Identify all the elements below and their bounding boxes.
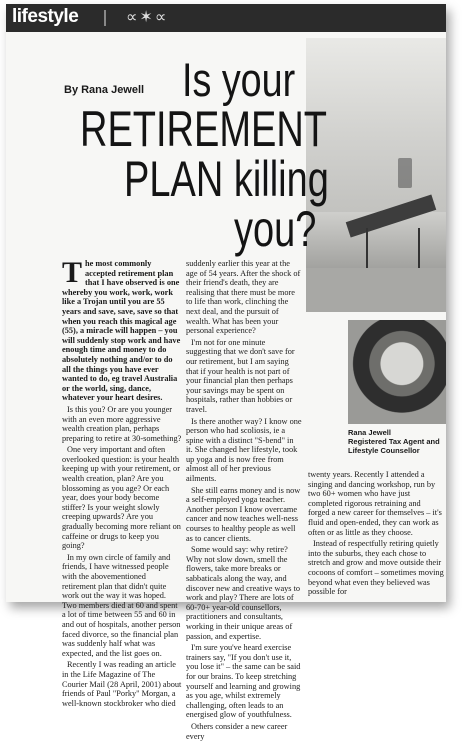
paragraph: One very important and often overlooked question: is your health keeping up with your retirement, or wealth creation, plan? Are you blossoming as you age? Or each year, does your body become stiffer? Is your weight slowly creeping upwards? Are you gradually becoming more reliant on caffeine or drugs to keep you going?: [62, 445, 181, 551]
paragraph: Is this you? Or are you younger with an even more aggressive wealth creation plan, perhaps preparing to retire at 30-something?: [62, 404, 182, 443]
headline-line-2: RETIREMENT: [80, 101, 327, 157]
paragraph: Some would say: why retire? Why not slow down, smell the flowers, take more breaks or sabbaticals along the way, and discover new and creative ways to work and play? There are lots of 60-70+ year-old counsellors, practitioners and consultants, working in their unique areas of passion, and expertise.: [186, 545, 301, 641]
photo-glass: [398, 158, 412, 188]
drop-cap: T: [62, 256, 83, 289]
headline-line-3: PLAN killing: [124, 151, 329, 207]
section-label: lifestyle: [12, 6, 79, 27]
headline-line-1: Is your: [182, 52, 296, 106]
article-column-2: [186, 259, 302, 741]
article-column-1: [62, 256, 182, 708]
paragraph: Recently I was reading an article in the Life Magazine of The Courier Mail (28 April, 2001) about friends of Paul "Porky" Morgan, a well-known stockbroker who died: [62, 660, 182, 708]
paragraph: She still earns money and is now a self-employed yoga teacher. Another person I know overcame cancer and now teaches well-ness courses to healthy people as well as to cancer clients.: [186, 485, 301, 543]
caption-name: Rana Jewell: [348, 428, 391, 437]
paragraph: In my own circle of family and friends, I have witnessed people with the abovementioned retirement plan that didn't quite work out the way it was hoped. Two members died at 60 and spent a lot of time between 55 and 60 in and out of hospitals, another person faced divorce, so the financial plan was suddenly half what was expected, and the list goes on.: [62, 552, 181, 658]
headline-line-4: you?: [234, 201, 317, 257]
caption-title: Registered Tax Agent and Lifestyle Counsellor: [348, 437, 440, 455]
section-header: [6, 4, 446, 32]
paragraph: I'm sure you've heard exercise trainers say, "If you don't use it, you lose it" – the same can be said for our brains. To keep stretching yourself and learning and growing as you age, whilst extremely challenging, often leads to an energised glow of youthfulness.: [186, 643, 301, 720]
article-column-3: [308, 470, 444, 600]
paragraph: suddenly earlier this year at the age of 54 years. After the shock of their friend's death, they are realising that there must be more to life than work, clinching the next deal, and the pursuit of wealth. What has been your personal experience?: [186, 259, 301, 336]
header-ornament-icon: ∝✶∝: [126, 9, 169, 26]
paragraph: twenty years. Recently I attended a singing and dancing workshop, run by two 60+ women who have just completed rigorous retraining and forged a new career for themselves – it's fluid and open-ended, they can work as often or as little as they choose.: [308, 470, 442, 537]
newspaper-page: [6, 4, 446, 741]
paragraph: Is there another way? I know one person who had scoliosis, ie a spine with a distinct "S-bend" in it. She changed her lifestyle, took up yoga and is now free from almost all of her previous ailments.: [186, 416, 302, 484]
photo-lounger-legs: [366, 228, 420, 268]
header-divider: [104, 10, 106, 26]
paragraph: I'm not for one minute suggesting that we don't save for our retirement, but I am saying that if your health is not part of your financial plan then perhaps your savings may be spent on hospitals, rather than hobbies or travel.: [186, 337, 295, 414]
paragraph: Instead of respectfully retiring quietly into the suburbs, they each chose to stretch and grow and move outside their cocoons of comfort – sometimes moving beyond what even they believed was possible for: [308, 539, 444, 597]
lead-paragraph: [62, 256, 182, 403]
paragraph: Others consider a new career every: [186, 721, 288, 741]
lead-text: he most commonly accepted retirement plan that I have observed is one whereby you work, work, work like a Trojan until you are 55 years and save, save, save so that when you reach this magical age (55), a miracle will happen – you will suddenly stop work and have enough time and money to do absolutely nothing and/or to do all the things you have ever wanted to do, eg travel Australia or the world, sing, dance, whatever your heart desires.: [62, 259, 181, 403]
byline: By Rana Jewell: [64, 84, 145, 96]
author-portrait: [348, 320, 446, 424]
photo-sand: [306, 268, 446, 312]
portrait-caption: [348, 428, 446, 455]
